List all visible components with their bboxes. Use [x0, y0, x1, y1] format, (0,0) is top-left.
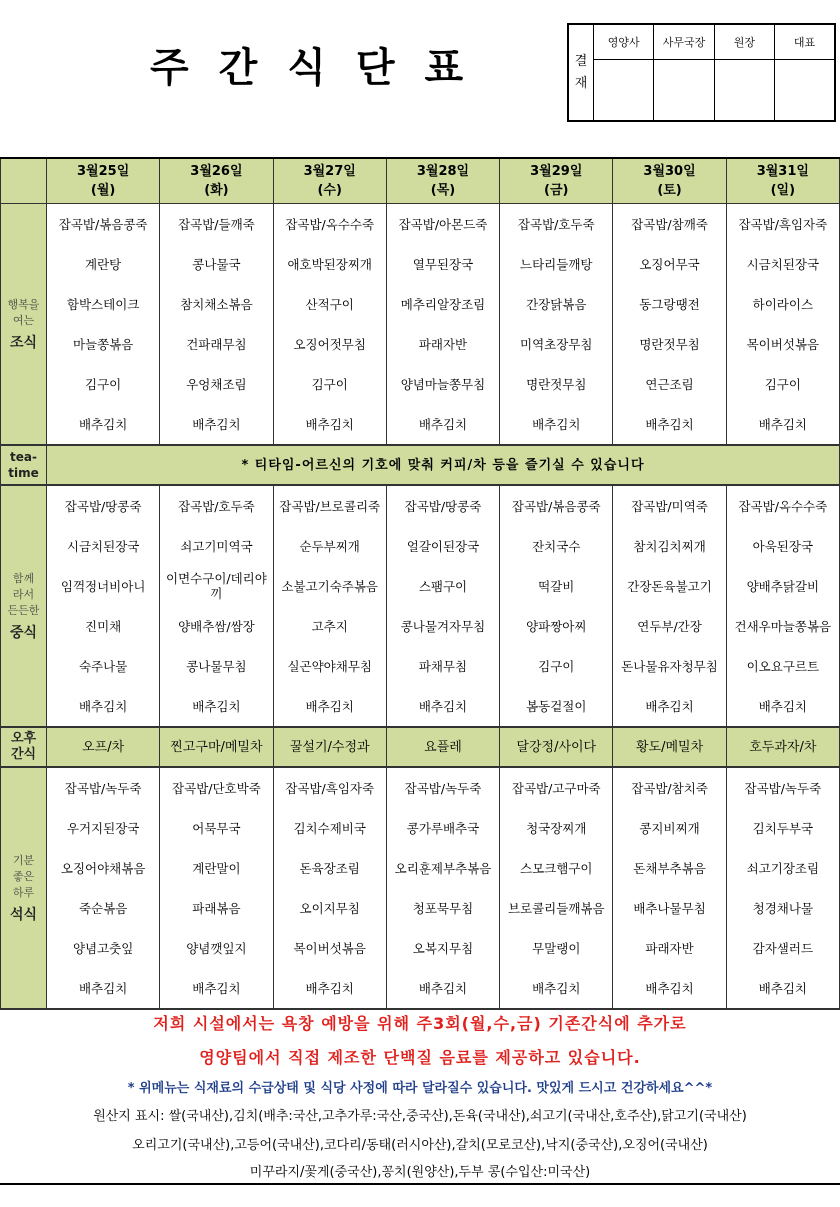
dinner-row — [1, 928, 840, 968]
menu-cell: 잡곡밥/호두죽 — [160, 485, 273, 526]
menu-cell: 배추김치 — [47, 686, 160, 727]
day-header — [386, 158, 499, 204]
day-header — [500, 158, 613, 204]
menu-cell: 김구이 — [47, 364, 160, 404]
menu-cell: 배추김치 — [160, 404, 273, 445]
day-weekday: (수) — [317, 183, 342, 198]
menu-cell: 배추김치 — [273, 968, 386, 1009]
menu-cell: 콩가루배추국 — [386, 808, 499, 848]
snack-row — [1, 727, 840, 767]
menu-cell: 함박스테이크 — [47, 284, 160, 324]
menu-cell: 산적구이 — [273, 284, 386, 324]
approval-label — [568, 24, 594, 121]
menu-cell: 파래자반 — [613, 928, 726, 968]
menu-cell: 건파래무침 — [160, 324, 273, 364]
menu-cell: 양념고춧잎 — [47, 928, 160, 968]
menu-cell: 감자샐러드 — [726, 928, 839, 968]
approval-signature-box[interactable] — [775, 60, 835, 122]
snack-cell: 달강정/사이다 — [500, 727, 613, 767]
menu-cell: 파래볶음 — [160, 888, 273, 928]
menu-cell: 잡곡밥/옥수수죽 — [273, 204, 386, 245]
meal-name: 석식 — [9, 907, 38, 923]
day-weekday: (화) — [204, 183, 229, 198]
menu-cell: 떡갈비 — [500, 566, 613, 606]
menu-cell: 청포묵무침 — [386, 888, 499, 928]
snack-label-line2: 간식 — [10, 747, 37, 762]
menu-cell: 참치채소볶음 — [160, 284, 273, 324]
menu-cell: 배추김치 — [613, 686, 726, 727]
menu-cell: 잡곡밥/녹두죽 — [726, 767, 839, 808]
menu-cell: 배추김치 — [160, 968, 273, 1009]
approval-box — [567, 23, 836, 122]
footer — [0, 1003, 840, 1185]
menu-cell: 죽순볶음 — [47, 888, 160, 928]
menu-cell: 이오요구르트 — [726, 646, 839, 686]
menu-cell: 잡곡밥/단호박죽 — [160, 767, 273, 808]
menu-cell: 양념마늘쫑무침 — [386, 364, 499, 404]
approval-role-nutritionist: 영양사 — [594, 24, 654, 60]
menu-cell: 아욱된장국 — [726, 526, 839, 566]
teatime-row — [1, 445, 840, 485]
snack-cell: 요플레 — [386, 727, 499, 767]
menu-cell: 돈나물유자청무침 — [613, 646, 726, 686]
approval-role-office-director: 사무국장 — [654, 24, 714, 60]
day-weekday: (금) — [544, 183, 569, 198]
origin-label-line1: 원산지 표시: 쌀(국내산),김치(배추:국산,고추가루:국산,중국산),돈육(국내산),쇠고기(국내산,호주산),닭고기(국내산) — [93, 1109, 747, 1124]
day-weekday: (일) — [770, 183, 796, 198]
approval-signature-box[interactable] — [594, 60, 654, 122]
menu-cell: 잡곡밥/옥수수죽 — [726, 485, 839, 526]
breakfast-row — [1, 244, 840, 284]
menu-cell: 봄동겉절이 — [500, 686, 613, 727]
menu-cell: 이면수구이/데리야끼 — [160, 566, 273, 606]
approval-role-head: 원장 — [714, 24, 774, 60]
menu-cell: 김구이 — [726, 364, 839, 404]
day-weekday: (목) — [430, 183, 456, 198]
menu-cell: 잡곡밥/미역죽 — [613, 485, 726, 526]
menu-cell: 배추김치 — [160, 686, 273, 727]
meal-label-text: 행복을 — [7, 298, 40, 311]
menu-cell: 소불고기숙주볶음 — [273, 566, 386, 606]
menu-cell: 명란젓무침 — [500, 364, 613, 404]
protein-notice-line1: 저희 시설에서는 욕창 예방을 위해 주3회(월,수,금) 기존간식에 추가로 — [153, 1014, 687, 1033]
menu-cell: 얼갈이된장국 — [386, 526, 499, 566]
meal-label-text: 함께 — [12, 572, 35, 585]
menu-cell: 무말랭이 — [500, 928, 613, 968]
menu-cell: 양배추쌈/쌈장 — [160, 606, 273, 646]
menu-cell: 잡곡밥/땅콩죽 — [386, 485, 499, 526]
menu-cell: 명란젓무침 — [613, 324, 726, 364]
menu-cell: 고추지 — [273, 606, 386, 646]
snack-cell: 오프/차 — [47, 727, 160, 767]
menu-cell: 콩지비찌개 — [613, 808, 726, 848]
menu-cell: 임꺽정너비아니 — [47, 566, 160, 606]
menu-cell: 우엉채조림 — [160, 364, 273, 404]
menu-cell: 시금치된장국 — [47, 526, 160, 566]
menu-cell: 계란말이 — [160, 848, 273, 888]
menu-cell: 파채무침 — [386, 646, 499, 686]
menu-cell: 잡곡밥/흑임자죽 — [273, 767, 386, 808]
menu-cell: 파래자반 — [386, 324, 499, 364]
meal-label-text: 여는 — [12, 314, 35, 327]
meal-label-text: 든든한 — [7, 604, 40, 617]
day-date: 3월31일 — [756, 164, 809, 179]
lunch-row — [1, 526, 840, 566]
menu-cell: 열무된장국 — [386, 244, 499, 284]
menu-cell: 배추김치 — [273, 686, 386, 727]
weekly-menu-table — [0, 157, 840, 1010]
day-header-row — [1, 158, 840, 204]
menu-cell: 청국장찌개 — [500, 808, 613, 848]
origin-label-line2: 오리고기(국내산),고등어(국내산),코다리/동태(러시아산),갈치(모로코산),낙지(중국산),오징어(국내산) — [132, 1138, 708, 1153]
menu-cell: 콩나물겨자무침 — [386, 606, 499, 646]
menu-cell: 연근조림 — [613, 364, 726, 404]
menu-cell: 김치두부국 — [726, 808, 839, 848]
dinner-row — [1, 848, 840, 888]
menu-cell: 오이지무침 — [273, 888, 386, 928]
breakfast-row — [1, 404, 840, 445]
menu-cell: 잔치국수 — [500, 526, 613, 566]
snack-label — [1, 727, 47, 767]
menu-cell: 콩나물무침 — [160, 646, 273, 686]
menu-cell: 진미채 — [47, 606, 160, 646]
menu-cell: 배추김치 — [726, 686, 839, 727]
menu-cell: 스팸구이 — [386, 566, 499, 606]
breakfast-row — [1, 324, 840, 364]
lunch-label — [1, 485, 47, 727]
snack-cell: 찐고구마/메밀차 — [160, 727, 273, 767]
day-date: 3월27일 — [303, 164, 356, 179]
menu-cell: 김구이 — [500, 646, 613, 686]
lunch-row — [1, 606, 840, 646]
menu-cell: 잡곡밥/아몬드죽 — [386, 204, 499, 245]
menu-cell: 애호박된장찌개 — [273, 244, 386, 284]
meal-label-text: 좋은 — [12, 870, 35, 883]
teatime-label-line2: time — [8, 466, 39, 480]
menu-cell: 참치김치찌개 — [613, 526, 726, 566]
menu-cell: 실곤약야채무침 — [273, 646, 386, 686]
menu-cell: 오징어무국 — [613, 244, 726, 284]
menu-cell: 계란탕 — [47, 244, 160, 284]
origin-label-line3: 미꾸라지/꽃게(중국산),꽁치(원양산),두부 콩(수입산:미국산) — [249, 1165, 591, 1180]
menu-cell: 돈육장조림 — [273, 848, 386, 888]
menu-disclaimer: * 위메뉴는 식재료의 수급상태 및 식당 사정에 따라 달라질수 있습니다. 맛있게 드시고 건강하세요^^* — [127, 1081, 713, 1096]
day-date: 3월26일 — [190, 164, 243, 179]
menu-cell: 배추김치 — [500, 968, 613, 1009]
menu-cell: 양념깻잎지 — [160, 928, 273, 968]
header-corner — [1, 158, 47, 204]
menu-cell: 잡곡밥/녹두죽 — [47, 767, 160, 808]
menu-cell: 잡곡밥/흑임자죽 — [726, 204, 839, 245]
menu-cell: 잡곡밥/브로콜리죽 — [273, 485, 386, 526]
menu-cell: 배추김치 — [613, 968, 726, 1009]
menu-cell: 잡곡밥/볶음콩죽 — [47, 204, 160, 245]
protein-notice-line2: 영양팀에서 직접 제조한 단백질 음료를 제공하고 있습니다. — [199, 1048, 641, 1067]
day-header — [613, 158, 726, 204]
lunch-row — [1, 485, 840, 526]
menu-cell: 잡곡밥/고구마죽 — [500, 767, 613, 808]
menu-cell: 연두부/간장 — [613, 606, 726, 646]
menu-cell: 오징어젓무침 — [273, 324, 386, 364]
menu-cell: 콩나물국 — [160, 244, 273, 284]
day-header — [726, 158, 839, 204]
day-header — [273, 158, 386, 204]
day-date: 3월28일 — [416, 164, 470, 179]
page-title: 주간식단표 — [150, 45, 494, 91]
menu-cell: 오복지무침 — [386, 928, 499, 968]
menu-cell: 오징어야채볶음 — [47, 848, 160, 888]
menu-cell: 잡곡밥/참깨죽 — [613, 204, 726, 245]
menu-cell: 배추김치 — [726, 404, 839, 445]
dinner-row — [1, 888, 840, 928]
approval-signature-box[interactable] — [714, 60, 774, 122]
menu-cell: 숙주나물 — [47, 646, 160, 686]
menu-cell: 배추김치 — [613, 404, 726, 445]
lunch-row — [1, 686, 840, 727]
breakfast-label — [1, 204, 47, 446]
snack-label-line1: 오후 — [10, 731, 37, 746]
menu-cell: 쇠고기장조림 — [726, 848, 839, 888]
menu-cell: 간장닭볶음 — [500, 284, 613, 324]
menu-cell: 배추김치 — [500, 404, 613, 445]
menu-cell: 잡곡밥/땅콩죽 — [47, 485, 160, 526]
menu-cell: 쇠고기미역국 — [160, 526, 273, 566]
menu-cell: 하이라이스 — [726, 284, 839, 324]
menu-cell: 목이버섯볶음 — [273, 928, 386, 968]
menu-cell: 김구이 — [273, 364, 386, 404]
snack-cell: 황도/메밀차 — [613, 727, 726, 767]
menu-cell: 김치수제비국 — [273, 808, 386, 848]
meal-name: 중식 — [9, 625, 38, 641]
menu-cell: 배추김치 — [273, 404, 386, 445]
day-date: 3월29일 — [530, 164, 583, 179]
meal-label-text: 라서 — [12, 588, 35, 601]
menu-cell: 잡곡밥/들깨죽 — [160, 204, 273, 245]
teatime-notice: * 티타임-어르신의 기호에 맞춰 커피/차 등을 즐기실 수 있습니다 — [47, 445, 840, 485]
menu-cell: 우거지된장국 — [47, 808, 160, 848]
menu-cell: 청경채나물 — [726, 888, 839, 928]
approval-signature-box[interactable] — [654, 60, 714, 122]
day-date: 3월30일 — [643, 164, 696, 179]
menu-cell: 동그랑땡전 — [613, 284, 726, 324]
teatime-label — [1, 445, 47, 485]
menu-cell: 느타리들깨탕 — [500, 244, 613, 284]
approval-label-line1: 결 — [574, 53, 588, 69]
menu-cell: 마늘쫑볶음 — [47, 324, 160, 364]
day-header — [160, 158, 273, 204]
menu-cell: 배추김치 — [726, 968, 839, 1009]
menu-cell: 배추나물무침 — [613, 888, 726, 928]
menu-cell: 잡곡밥/호두죽 — [500, 204, 613, 245]
menu-cell: 배추김치 — [386, 404, 499, 445]
menu-cell: 간장돈육불고기 — [613, 566, 726, 606]
day-date: 3월25일 — [77, 164, 130, 179]
day-weekday: (토) — [657, 183, 682, 198]
snack-cell: 꿀설기/수정과 — [273, 727, 386, 767]
lunch-row — [1, 566, 840, 606]
menu-cell: 잡곡밥/볶음콩죽 — [500, 485, 613, 526]
dinner-row — [1, 808, 840, 848]
menu-cell: 시금치된장국 — [726, 244, 839, 284]
breakfast-row — [1, 364, 840, 404]
approval-role-ceo: 대표 — [775, 24, 835, 60]
lunch-row — [1, 646, 840, 686]
approval-label-line2: 재 — [574, 75, 588, 91]
breakfast-row — [1, 284, 840, 324]
breakfast-row — [1, 204, 840, 245]
menu-cell: 잡곡밥/녹두죽 — [386, 767, 499, 808]
menu-cell: 순두부찌개 — [273, 526, 386, 566]
menu-cell: 배추김치 — [47, 968, 160, 1009]
menu-cell: 브로콜리들깨볶음 — [500, 888, 613, 928]
menu-cell: 어묵무국 — [160, 808, 273, 848]
menu-cell: 오리훈제부추볶음 — [386, 848, 499, 888]
day-weekday: (월) — [90, 183, 116, 198]
menu-cell: 스모크햄구이 — [500, 848, 613, 888]
menu-cell: 양배추닭갈비 — [726, 566, 839, 606]
snack-cell: 호두과자/차 — [726, 727, 839, 767]
menu-cell: 목이버섯볶음 — [726, 324, 839, 364]
menu-cell: 잡곡밥/참치죽 — [613, 767, 726, 808]
meal-name: 조식 — [9, 335, 38, 351]
teatime-label-line1: tea- — [10, 450, 37, 464]
meal-label-text: 하루 — [12, 886, 35, 899]
menu-cell: 배추김치 — [386, 686, 499, 727]
menu-cell: 배추김치 — [47, 404, 160, 445]
menu-cell: 배추김치 — [386, 968, 499, 1009]
menu-cell: 메추리알장조림 — [386, 284, 499, 324]
dinner-label — [1, 767, 47, 1009]
day-header — [47, 158, 160, 204]
menu-cell: 건새우마늘쫑볶음 — [726, 606, 839, 646]
meal-label-text: 기분 — [12, 854, 35, 867]
menu-cell: 미역초장무침 — [500, 324, 613, 364]
dinner-row — [1, 767, 840, 808]
menu-cell: 양파짱아찌 — [500, 606, 613, 646]
menu-cell: 돈채부추볶음 — [613, 848, 726, 888]
